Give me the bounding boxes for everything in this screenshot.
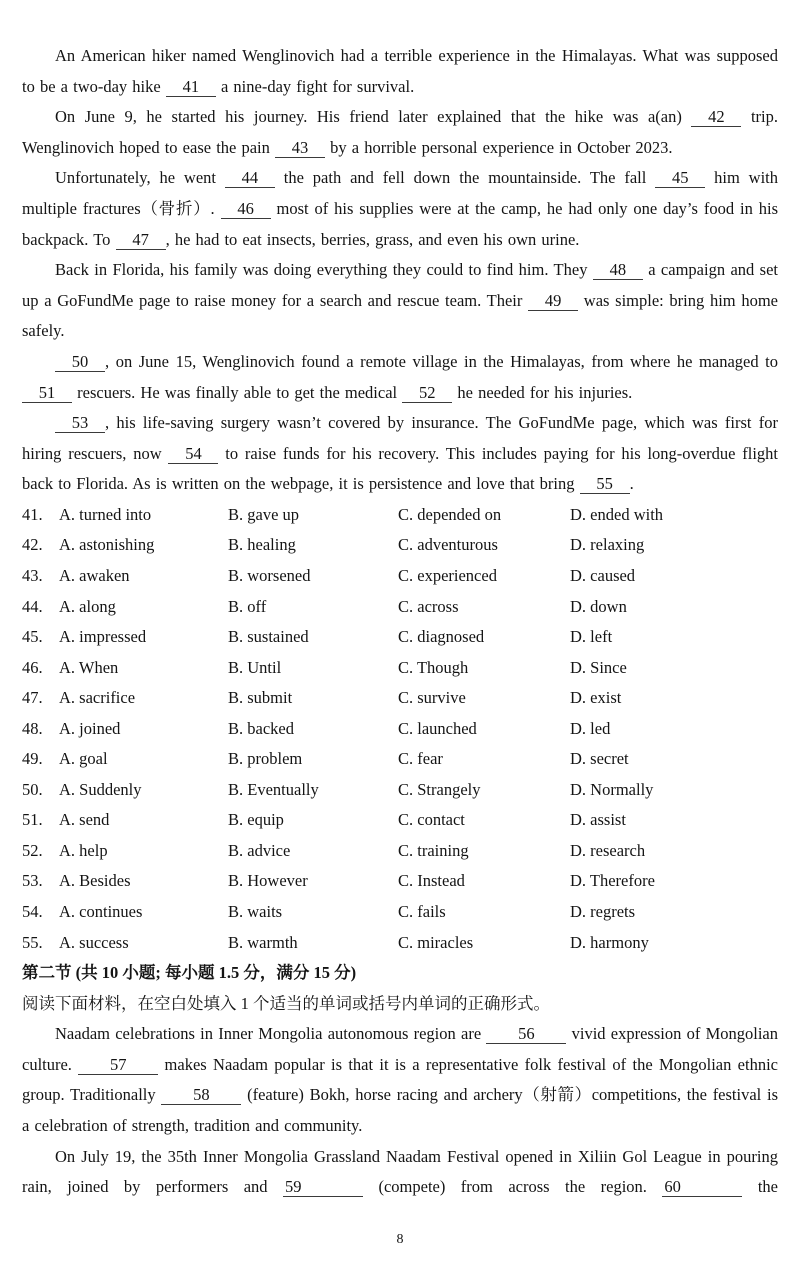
question-number: 46.	[22, 657, 43, 677]
option-a: A. astonishing	[59, 535, 155, 555]
option-a: A. sacrifice	[59, 688, 136, 708]
question-number: 48.	[22, 718, 43, 738]
option-b: B. worsened	[228, 566, 311, 585]
paragraph	[22, 41, 778, 102]
option-d: D. assist	[570, 810, 626, 830]
option-b: B. equip	[228, 810, 284, 830]
option-c: C. depended on	[398, 504, 502, 524]
option-c: C. survive	[398, 688, 466, 708]
text-run: vivid expression of Mongolian culture.	[22, 1024, 778, 1074]
blank-44: 44	[225, 168, 275, 188]
text-run: On June 9, he started his journey. His friend later explained that the hike was a(an)	[55, 107, 692, 127]
text-run: trip. Wenglinovich hoped to ease the pain	[22, 107, 778, 157]
option-a: A. impressed	[59, 627, 147, 647]
option-b: B. healing	[228, 535, 296, 555]
option-a: A. turned into	[59, 504, 152, 524]
option-b: B. warmth	[228, 932, 298, 952]
option-d: D. regrets	[570, 902, 636, 922]
option-c: C. training	[398, 840, 469, 860]
option-b: B. sustained	[228, 627, 309, 647]
blank-49: 49	[528, 291, 578, 311]
option-d: D. relaxing	[570, 535, 645, 555]
option-b: B. off	[228, 596, 267, 616]
option-d: D. exist	[570, 688, 622, 708]
question-number: 50.	[22, 779, 43, 799]
option-b: B. waits	[228, 902, 283, 922]
option-d: D. Since	[570, 657, 627, 677]
text-run: makes Naadam popular is that it is a representative folk festival of the Mongolian ethnic group. Traditionally	[22, 1054, 778, 1105]
option-row-50	[22, 775, 778, 806]
option-row-41	[22, 500, 778, 531]
option-b: B. backed	[228, 718, 294, 738]
blank-55: 55	[580, 474, 630, 494]
option-row-45	[22, 622, 778, 653]
option-d: D. ended with	[570, 504, 664, 524]
paragraph	[22, 408, 778, 500]
text-run: , on June 15, Wenglinovich found a remote village in the Himalayas, from where he managed to	[105, 351, 778, 371]
text-run: Naadam celebrations in Inner Mongolia autonomous region are	[55, 1024, 487, 1044]
option-c: C. launched	[398, 718, 477, 738]
text-run: him with multiple fractures（骨折）.	[22, 168, 778, 218]
option-d: D. caused	[570, 566, 636, 585]
blank-54: 54	[168, 444, 218, 464]
section2-heading: 第二节 (共 10 小题; 每小题 1.5 分，满分 15 分)	[22, 963, 357, 983]
blank-45: 45	[655, 168, 705, 188]
blank-51: 51	[22, 383, 72, 403]
option-row-51	[22, 805, 778, 836]
blank-60: 60	[662, 1177, 742, 1197]
option-row-43	[22, 561, 778, 592]
question-number: 49.	[22, 749, 43, 769]
text-run: a nine-day fight for survival.	[215, 76, 415, 96]
option-a: A. success	[59, 932, 129, 952]
text-run: to raise funds for his recovery. This includes paying for his long-overdue flight back to Florida. As is written on the webpage, it is persistence and love that bring	[22, 443, 778, 494]
option-row-44	[22, 592, 778, 623]
option-d: D. Therefore	[570, 871, 655, 891]
blank-53: 53	[55, 413, 105, 433]
blank-48: 48	[593, 260, 643, 280]
question-number: 44.	[22, 596, 43, 616]
option-b: B. gave up	[228, 504, 300, 524]
question-number: 45.	[22, 627, 43, 647]
option-a: A. awaken	[59, 566, 130, 585]
option-row-42	[22, 530, 778, 561]
blank-58: 58	[161, 1085, 241, 1105]
blank-46: 46	[221, 199, 271, 219]
options-table	[22, 500, 778, 958]
text-run: the path and fell down the mountainside. The fall	[274, 168, 656, 188]
question-number: 52.	[22, 840, 43, 860]
option-c: C. adventurous	[398, 535, 498, 555]
text-run: .	[629, 474, 634, 494]
text-run: Unfortunately, he went	[55, 168, 225, 188]
option-c: C. diagnosed	[398, 627, 485, 647]
option-row-54	[22, 897, 778, 928]
option-a: A. Suddenly	[59, 779, 142, 799]
option-row-53	[22, 866, 778, 897]
text-run: , he had to eat insects, berries, grass, and even his own urine.	[165, 229, 580, 249]
option-d: D. research	[570, 840, 646, 860]
option-a: A. Besides	[59, 871, 131, 891]
option-d: D. down	[570, 596, 627, 616]
question-number: 42.	[22, 535, 43, 555]
question-number: 43.	[22, 566, 43, 585]
cloze-passage	[22, 41, 778, 500]
option-b: B. Until	[228, 657, 282, 677]
option-row-49	[22, 744, 778, 775]
text-run: was simple: bring him home safely.	[22, 290, 778, 341]
text-run: by a horrible personal experience in October 2023.	[325, 137, 673, 157]
option-row-52	[22, 836, 778, 867]
option-a: A. joined	[59, 718, 121, 738]
text-run: most of his supplies were at the camp, he had only one day’s food in his backpack. To	[22, 198, 778, 249]
text-run: On July 19, the 35th Inner Mongolia Grassland Naadam Festival opened in Xiliin Gol League in pouring rain, joined by performers and	[22, 1146, 778, 1197]
option-d: D. secret	[570, 749, 629, 769]
blank-52: 52	[402, 383, 452, 403]
text-run: the	[742, 1177, 778, 1197]
option-d: D. Normally	[570, 779, 654, 799]
text-run: he needed for his injuries.	[452, 382, 633, 402]
option-b: B. problem	[228, 749, 303, 769]
option-c: C. Strangely	[398, 779, 481, 799]
option-a: A. goal	[59, 749, 108, 769]
question-number: 53.	[22, 871, 43, 891]
text-run: Back in Florida, his family was doing everything they could to find him. They	[55, 260, 593, 280]
option-c: C. across	[398, 596, 459, 616]
option-b: B. submit	[228, 688, 293, 708]
paragraph	[22, 1142, 778, 1203]
option-a: A. When	[59, 657, 119, 677]
blank-42: 42	[691, 107, 741, 127]
option-row-55	[22, 928, 778, 959]
paragraph	[22, 1019, 778, 1141]
option-c: C. experienced	[398, 566, 497, 585]
option-a: A. along	[59, 596, 116, 616]
text-run: (compete) from across the region.	[363, 1177, 663, 1197]
blank-57: 57	[78, 1055, 158, 1075]
paragraph	[22, 347, 778, 408]
option-c: C. contact	[398, 810, 465, 830]
option-b: B. However	[228, 871, 308, 891]
blank-56: 56	[486, 1024, 566, 1044]
blank-47: 47	[116, 230, 166, 250]
option-row-48	[22, 714, 778, 745]
option-a: A. help	[59, 840, 108, 860]
question-number: 51.	[22, 810, 43, 830]
text-run: a campaign and set up a GoFundMe page to raise money for a search and rescue team. Their	[22, 260, 778, 310]
blank-43: 43	[275, 138, 325, 158]
option-row-46	[22, 653, 778, 684]
question-number: 54.	[22, 902, 43, 922]
text-run: rescuers. He was finally able to get the medical	[72, 382, 403, 402]
paragraph	[22, 102, 778, 163]
option-c: C. miracles	[398, 932, 474, 952]
option-b: B. Eventually	[228, 779, 319, 799]
text-run: An American hiker named Wenglinovich had a terrible experience in the Himalayas. What was supposed to be a two-day hike	[22, 46, 778, 96]
page-number: 8	[396, 1232, 404, 1247]
text-run: (feature) Bokh, horse racing and archery（射箭）competitions, the festival is a celebration of strength, tradition and community.	[22, 1085, 778, 1136]
blank-41: 41	[166, 77, 216, 97]
section2-instruction: 阅读下面材料，在空白处填入 1 个适当的单词或括号内单词的正确形式。	[22, 993, 550, 1013]
option-c: C. Though	[398, 657, 469, 677]
option-a: A. continues	[59, 902, 143, 922]
paragraph	[22, 163, 778, 255]
question-number: 41.	[22, 504, 43, 524]
question-number: 47.	[22, 688, 43, 708]
option-d: D. led	[570, 718, 611, 738]
text-run: , his life-saving surgery wasn’t covered by insurance. The GoFundMe page, which was first for hiring rescuers, now	[22, 413, 778, 463]
option-c: C. fear	[398, 749, 443, 769]
option-c: C. fails	[398, 902, 446, 922]
option-d: D. harmony	[570, 932, 649, 952]
paragraph	[22, 255, 778, 347]
blank-59: 59	[283, 1177, 363, 1197]
question-number: 55.	[22, 932, 43, 952]
section2-passage	[22, 1019, 778, 1203]
option-b: B. advice	[228, 840, 291, 860]
option-a: A. send	[59, 810, 110, 830]
option-d: D. left	[570, 627, 613, 647]
option-row-47	[22, 683, 778, 714]
option-c: C. Instead	[398, 871, 465, 891]
blank-50: 50	[55, 352, 105, 372]
